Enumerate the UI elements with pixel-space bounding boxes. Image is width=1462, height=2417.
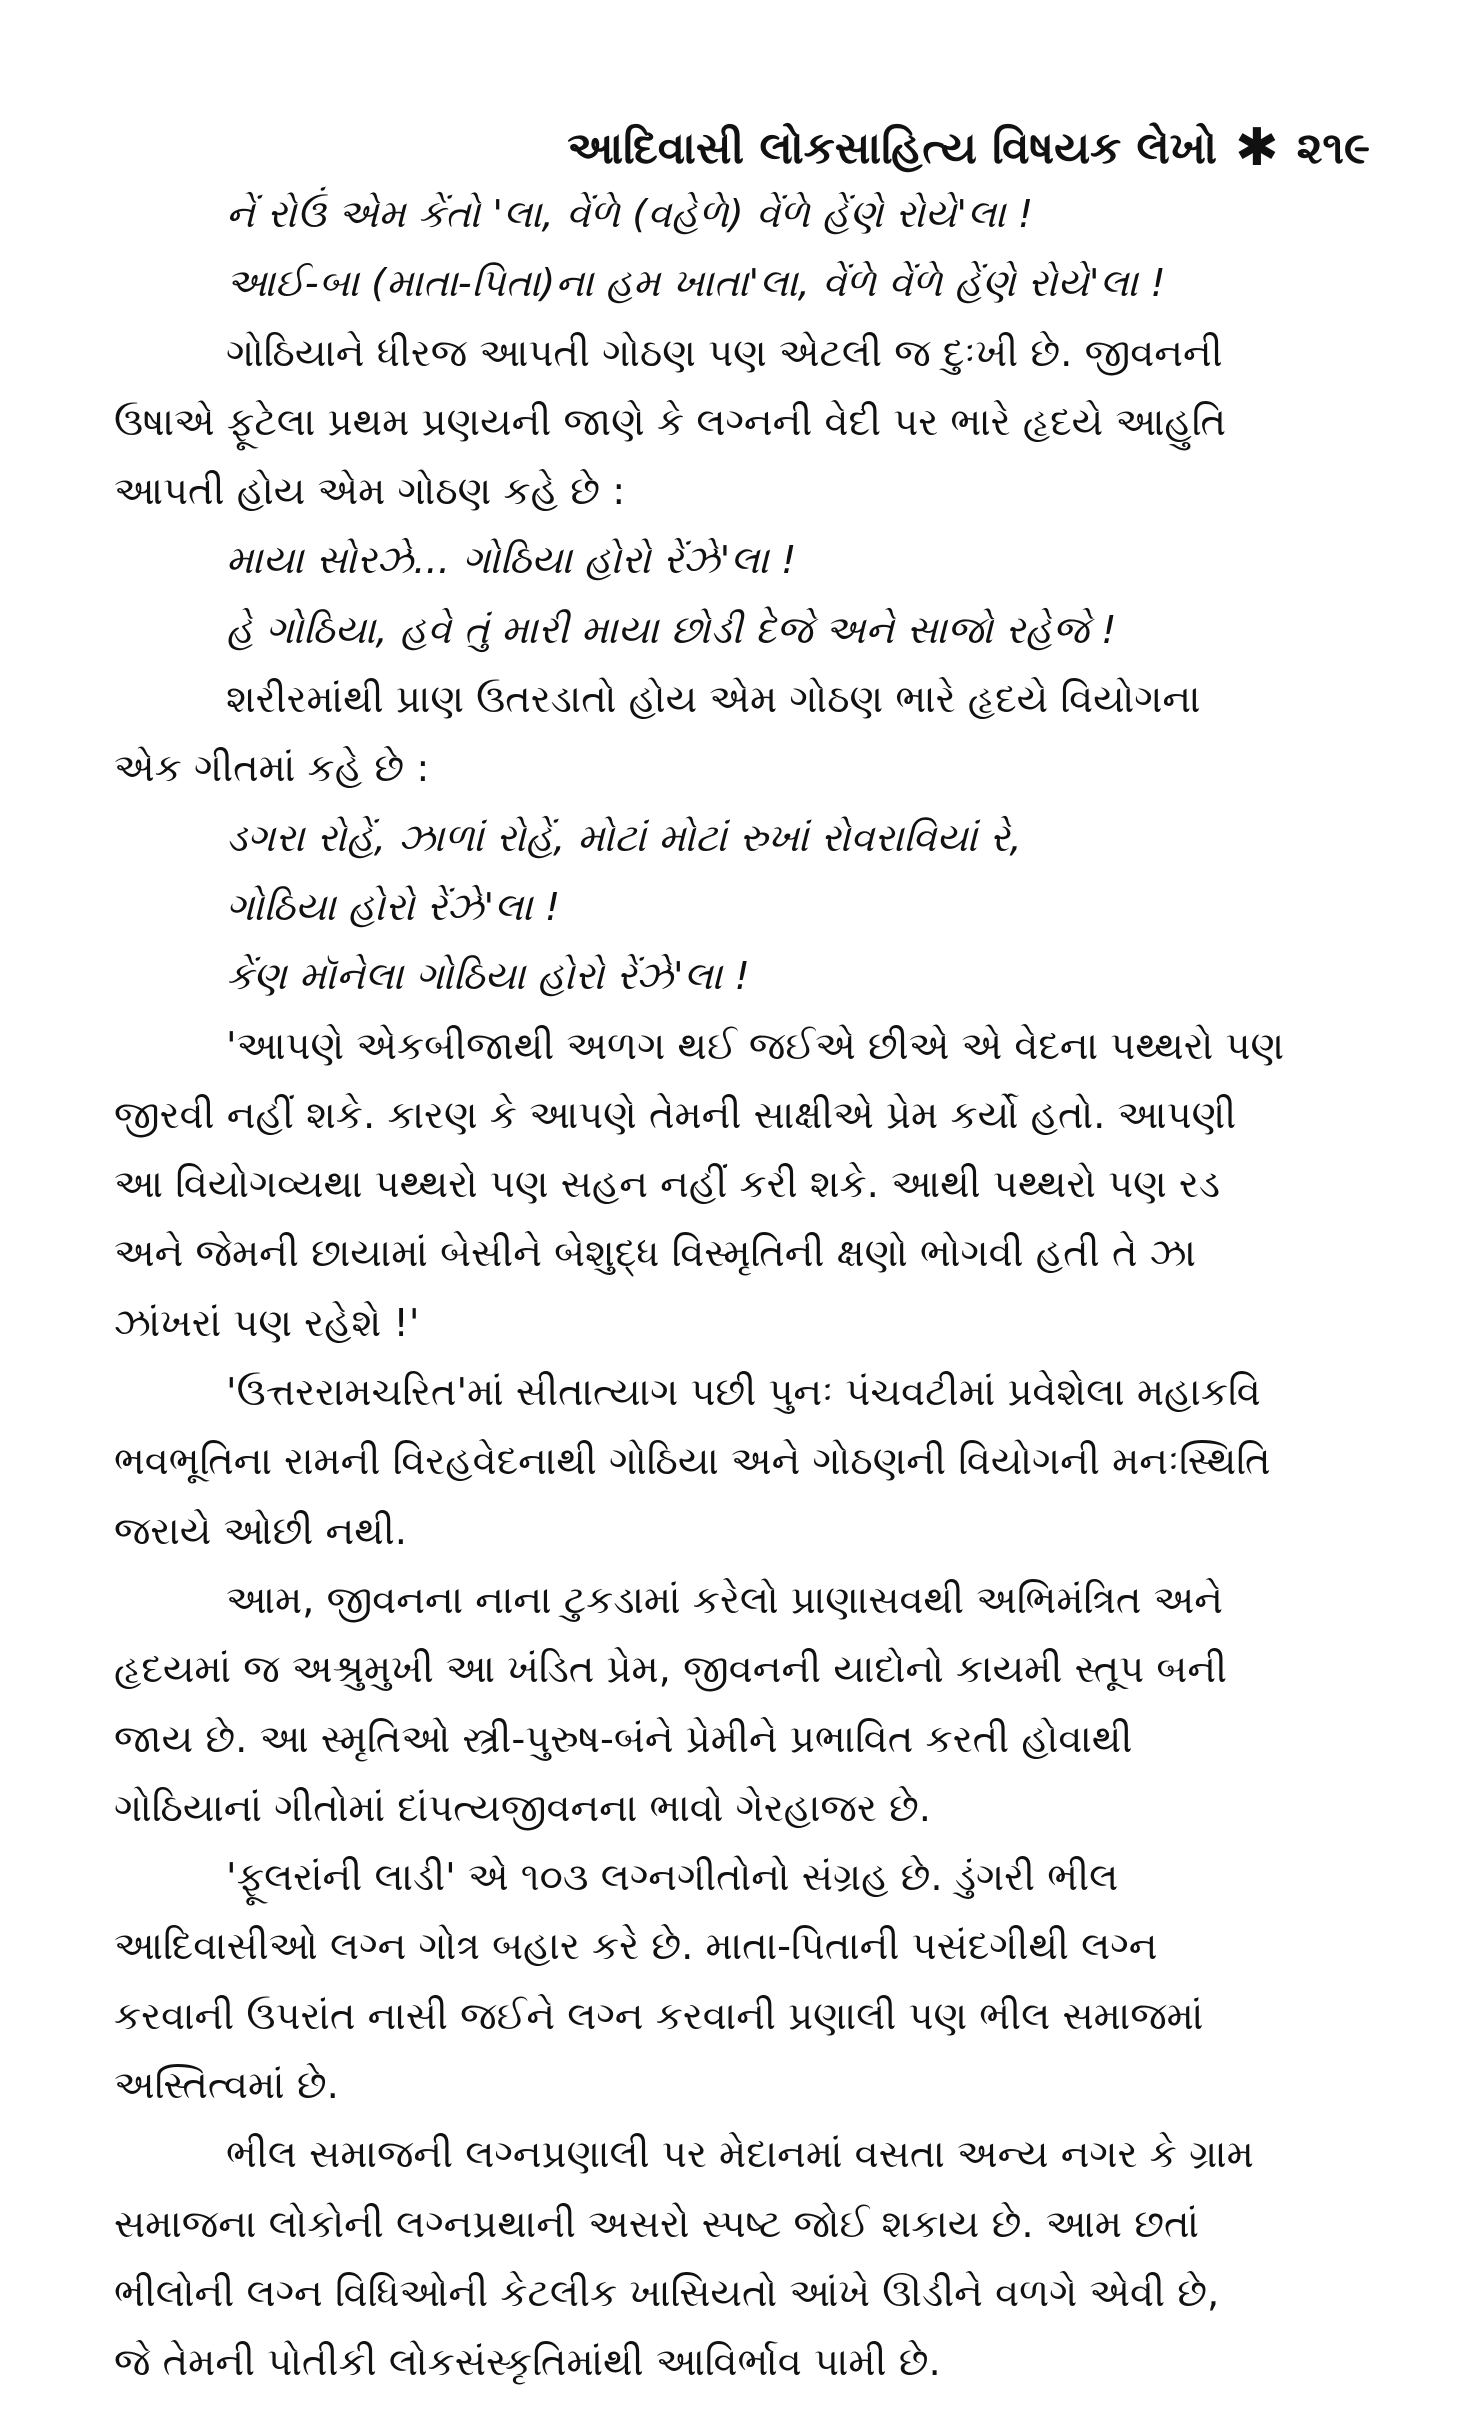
text-line: ભીલ સમાજની લગ્નપ્રણાલી પર મેદાનમાં વસતા અન્ય નગર કે ગ્રામ [226, 2132, 1254, 2178]
verse-line: નેં રોઉં એમ કેંતો 'લા, વેંળે (વહેળે) વેંળે હેંણે રોયે'લા ! [226, 192, 1034, 237]
text-line: ભવભૂતિના રામની વિરહવેદનાથી ગોઠિયા અને ગોઠણની વિયોગની મનઃસ્થિતિ [114, 1439, 1271, 1485]
text-line: કરવાની ઉપરાંત નાસી જઈને લગ્ન કરવાની પ્રણાલી પણ ભીલ સમાજમાં [114, 1993, 1204, 2039]
text-line: 'ઉત્તરરામચરિત'માં સીતાત્યાગ પછી પુનઃ પંચવટીમાં પ્રવેશેલા મહાકવિ [226, 1370, 1261, 1416]
text-line: શરીરમાંથી પ્રાણ ઉતરડાતો હોય એમ ગોઠણ ભારે હૃદયે વિયોગના [226, 677, 1201, 723]
text-line: આપતી હોય એમ ગોઠણ કહે છે : [114, 469, 626, 515]
text-line: જાય છે. આ સ્મૃતિઓ સ્ત્રી-પુરુષ-બંને પ્રેમીને પ્રભાવિત કરતી હોવાથી [114, 1716, 1133, 1762]
text-line: ઉષાએ ફૂટેલા પ્રથમ પ્રણયની જાણે કે લગ્નની વેદી પર ભારે હૃદયે આહુતિ [114, 399, 1227, 445]
verse-line: ડગરા રોહેં, ઝાળાં રોહેં, મોટાં મોટાં રુખાં રોવરાવિયાં રે, [226, 815, 1022, 861]
page-body [114, 180, 1364, 2398]
verse-line: હે ગોઠિયા, હવે તું મારી માયા છોડી દેજે અને સાજો રહેજે ! [226, 607, 1117, 653]
text-line: હૃદયમાં જ અશ્રુમુખી આ ખંડિત પ્રેમ, જીવનની યાદોનો કાયમી સ્તૂપ બની [114, 1647, 1228, 1693]
text-line: આદિવાસીઓ લગ્ન ગોત્ર બહાર કરે છે. માતા-પિતાની પસંદગીથી લગ્ન [114, 1924, 1158, 1970]
text-line: અસ્તિત્વમાં છે. [114, 2063, 339, 2109]
text-line: એક ગીતમાં કહે છે : [114, 746, 430, 792]
text-line: જરાયે ઓછી નથી. [114, 1508, 407, 1554]
verse-line: કેંણ મૉનેલા ગોઠિયા હોરો રેંઝે'લા ! [226, 954, 750, 1000]
text-line: આમ, જીવનના નાના ટુકડામાં કરેલો પ્રાણાસવથી અભિમંત્રિત અને [226, 1577, 1223, 1623]
text-line: ભીલોની લગ્ન વિધિઓની કેટલીક ખાસિયતો આંખે ઊડીને વળગે એવી છે, [114, 2270, 1220, 2316]
text-line: ગોઠિયાને ધીરજ આપતી ગોઠણ પણ એટલી જ દુઃખી છે. જીવનની [226, 330, 1223, 376]
text-line: જીરવી નહીં શકે. કારણ કે આપણે તેમની સાક્ષીએ પ્રેમ કર્યો હતો. આપણી [114, 1092, 1237, 1138]
text-line: 'ફૂલરાંની લાડી' એ ૧૦૩ લગ્નગીતોનો સંગ્રહ છે. ડુંગરી ભીલ [226, 1855, 1119, 1901]
text-line: ગોઠિયાનાં ગીતોમાં દાંપત્યજીવનના ભાવો ગેરહાજર છે. [114, 1785, 931, 1831]
text-line: જે તેમની પોતીકી લોકસંસ્કૃતિમાંથી આવિર્ભાવ પામી છે. [114, 2340, 941, 2386]
running-header [567, 118, 1370, 178]
verse-line: માયા સોરઝે... ગોઠિયા હોરો રેંઝે'લા ! [226, 538, 797, 584]
text-line: સમાજના લોકોની લગ્નપ્રથાની અસરો સ્પષ્ટ જોઈ શકાય છે. આમ છતાં [114, 2201, 1199, 2247]
page-number: ૨૧૯ [1296, 122, 1370, 174]
text-line: ઝાંખરાં પણ રહેશે !' [114, 1300, 420, 1346]
verse-line: ગોઠિયા હોરો રેંઝે'લા ! [226, 884, 561, 930]
text-line: આ વિયોગવ્યથા પથ્થરો પણ સહન નહીં કરી શકે. આથી પથ્થરો પણ રડ [114, 1162, 1220, 1208]
verse-line: આઈ-બા (માતા-પિતા)ના હમ ખાતા'લા, વેંળે વેંળે હેંણે રોયે'લા ! [226, 261, 1166, 307]
text-line: અને જેમની છાયામાં બેસીને બેશુદ્ધ વિસ્મૃતિની ક્ષણો ભોગવી હતી તે ઝા [114, 1231, 1196, 1277]
running-header-title: આદિવાસી લોકસાહિત્ય વિષયક લેખો [567, 122, 1217, 174]
text-line: 'આપણે એકબીજાથી અળગ થઈ જઈએ છીએ એ વેદના પથ્થરો પણ [226, 1023, 1285, 1069]
star-icon: ✱ [1234, 118, 1279, 178]
